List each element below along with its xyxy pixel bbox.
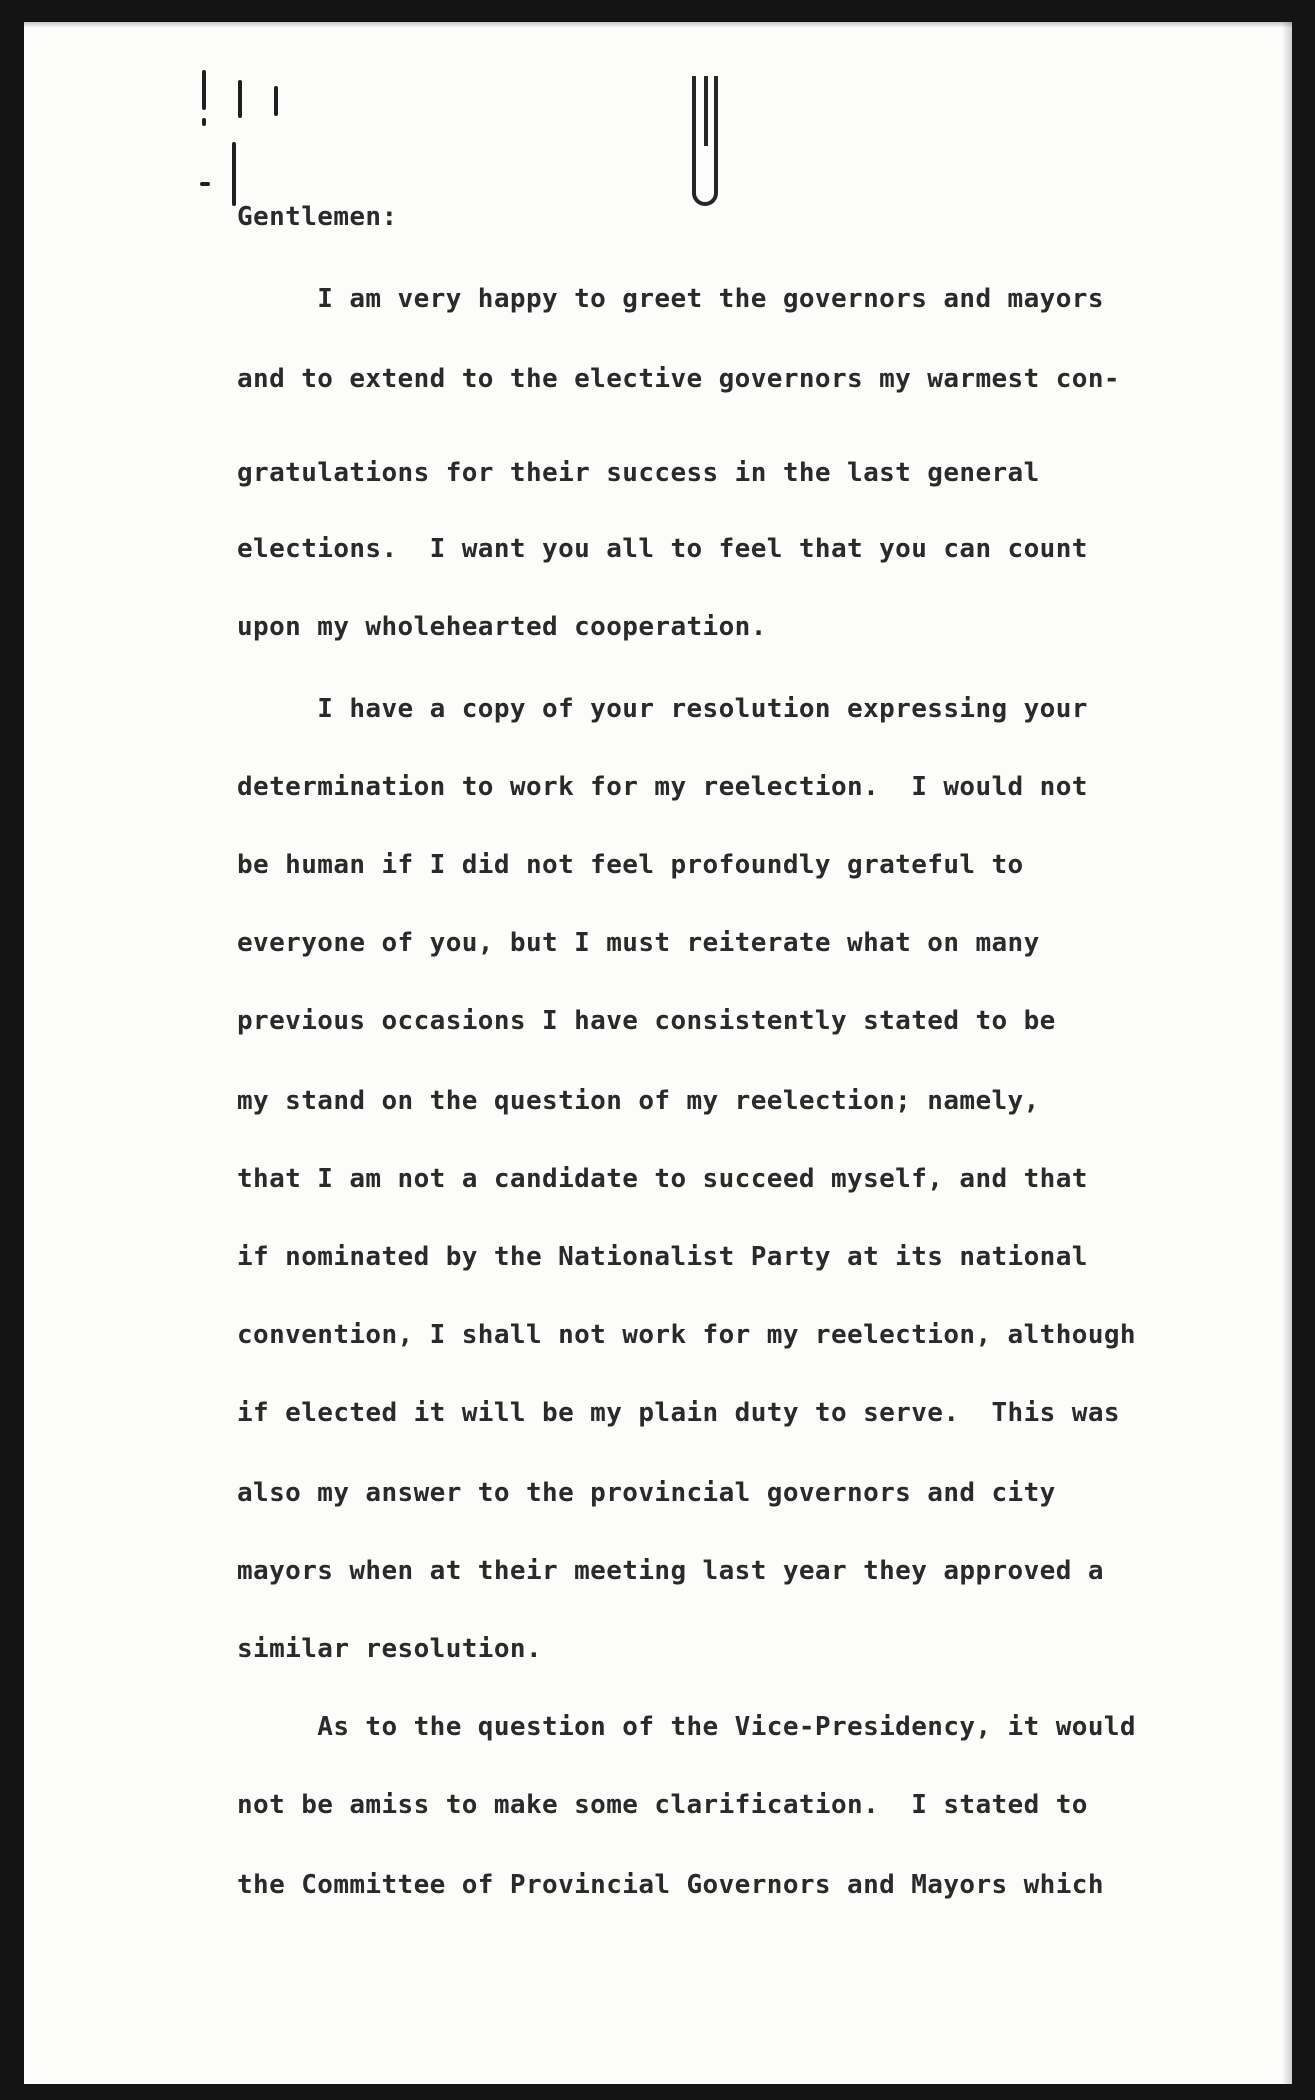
text-line: upon my wholehearted cooperation. bbox=[237, 612, 767, 642]
page-top-shadow bbox=[24, 22, 1292, 28]
margin-mark bbox=[232, 142, 236, 206]
page-edge-shadow bbox=[1282, 22, 1292, 2084]
text-line: if elected it will be my plain duty to serve. This was bbox=[237, 1398, 1120, 1428]
paper-clip-inner bbox=[704, 76, 708, 146]
document-page bbox=[24, 22, 1292, 2084]
text-line: mayors when at their meeting last year they approved a bbox=[237, 1556, 1104, 1586]
text-line: convention, I shall not work for my reelection, although bbox=[237, 1320, 1136, 1350]
margin-mark bbox=[202, 118, 206, 126]
text-line: be human if I did not feel profoundly grateful to bbox=[237, 850, 1024, 880]
text-line: gratulations for their success in the last general bbox=[237, 458, 1040, 488]
text-line: also my answer to the provincial governors and city bbox=[237, 1478, 1056, 1508]
text-line: if nominated by the Nationalist Party at its national bbox=[237, 1242, 1088, 1272]
text-line: not be amiss to make some clarification. I stated to bbox=[237, 1790, 1088, 1820]
text-line: determination to work for my reelection. I would not bbox=[237, 772, 1088, 802]
margin-mark bbox=[274, 86, 278, 116]
text-line: As to the question of the Vice-Presidency, it would bbox=[237, 1712, 1136, 1742]
text-line: the Committee of Provincial Governors and Mayors which bbox=[237, 1870, 1104, 1900]
text-line: my stand on the question of my reelection; namely, bbox=[237, 1086, 1040, 1116]
margin-mark bbox=[200, 182, 210, 186]
text-line: similar resolution. bbox=[237, 1634, 543, 1664]
text-line: and to extend to the elective governors my warmest con- bbox=[237, 364, 1120, 394]
text-line: I am very happy to greet the governors and mayors bbox=[237, 284, 1104, 314]
salutation: Gentlemen: bbox=[237, 202, 398, 232]
text-line: previous occasions I have consistently stated to be bbox=[237, 1006, 1056, 1036]
margin-mark bbox=[202, 70, 206, 110]
margin-mark bbox=[238, 80, 242, 118]
text-line: everyone of you, but I must reiterate what on many bbox=[237, 928, 1040, 958]
text-line: elections. I want you all to feel that you can count bbox=[237, 534, 1088, 564]
text-line: I have a copy of your resolution expressing your bbox=[237, 694, 1088, 724]
text-line: that I am not a candidate to succeed myself, and that bbox=[237, 1164, 1088, 1194]
